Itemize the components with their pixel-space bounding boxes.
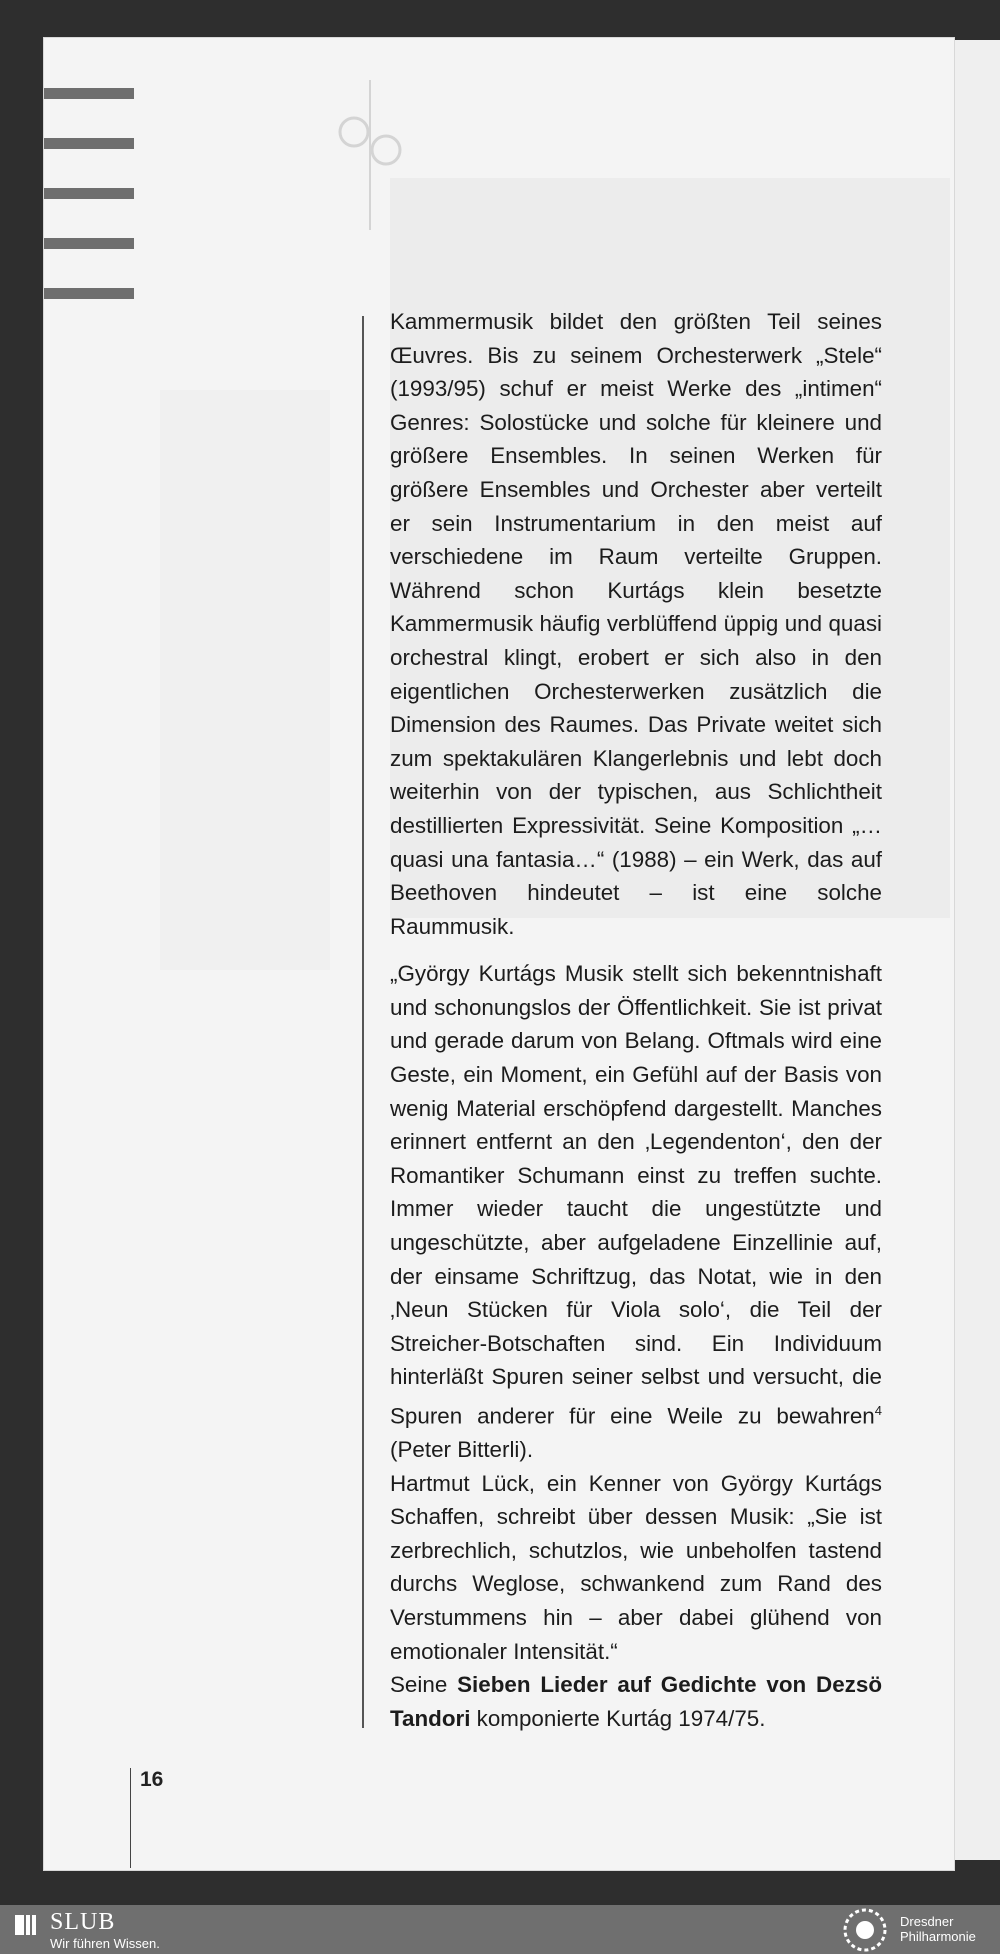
article-body: [390, 305, 882, 1735]
library-tagline: Wir führen Wissen.: [50, 1936, 160, 1951]
footnote-marker: 4: [874, 1403, 882, 1418]
partner-name: [900, 1914, 976, 1944]
sieben-lieder-suffix: komponierte Kurtág 1974/75.: [470, 1705, 766, 1731]
slub-logo-icon: [14, 1912, 40, 1938]
decorative-bar: [44, 138, 134, 149]
paragraph-lueck-quote: Hartmut Lück, ein Kenner von György Kurtágs Schaffen, schreibt über dessen Musik: „Sie ist zerbrechlich, schutzlos, wie unbeholfen tastend durchs Weglose, schwankend zum Rand des Verstummens hin – aber dabei glühend von emotionaler Intensität.“: [390, 1470, 882, 1664]
paragraph-bitterli-quote: [390, 957, 882, 1466]
partner-name-line2: Philharmonie: [900, 1929, 976, 1944]
sieben-lieder-prefix: Seine: [390, 1672, 458, 1698]
show-through-logo-icon: [330, 80, 410, 230]
work-title: Sieben Lieder auf Gedichte von Dezsö Tandori: [390, 1672, 883, 1731]
paragraph-chamber-music: Kammermusik bildet den größten Teil seines Œuvres. Bis zu seinem Orchesterwerk „Stele“ (1993/95) schuf er meist Werke des „intimen“ Genres: Solostücke und solche für kleinere und größere Ensembles. In seinen Werken für größere Ensembles und Orchester aber verteilt er sein Instrumentarium in den meist auf verschiedene im Raum verteilte Gruppen. Während schon Kurtágs klein besetzte Kammermusik häufig verblüffend üppig und quasi orchestral klingt, erobert er sich also in den eigentlichen Orchesterwerken zusätzlich die Dimension des Raumes. Das Private weitet sich zum spektakulären Klangerlebnis und lebt doch weiterhin von der typischen, aus Schlichtheit destillierten Expressivität. Seine Komposition „…quasi una fantasia…“ (1988) – ein Werk, das auf Beethoven hindeutet – ist eine solche Raummusik.: [390, 309, 882, 939]
footer-bar: [0, 1905, 1000, 1954]
decorative-bar: [44, 88, 134, 99]
library-name: SLUB: [50, 1909, 116, 1935]
quote-attribution: (Peter Bitterli).: [390, 1437, 534, 1463]
paragraph-sieben-lieder: [390, 1668, 882, 1735]
decorative-bar: [44, 238, 134, 249]
decorative-bar: [44, 288, 134, 299]
partner-name-line1: Dresdner: [900, 1914, 954, 1929]
page-number: 16: [140, 1768, 164, 1791]
show-through-sidebar: [160, 390, 330, 970]
philharmonie-logo-icon: [843, 1908, 887, 1952]
quote-text: „György Kurtágs Musik stellt sich bekenntnishaft und schonungslos der Öffentlichkeit. Sie ist privat und gerade darum von Belang. Oftmals wird eine Geste, ein Moment, ein Gefühl auf der Basis von wenig Material erschöpfend dargestellt. Manches erinnert entfernt an den ‚Legendenton‘, den der Romantiker Schumann einst zu treffen suchte. Immer wieder taucht die ungestützte und ungeschützte, aber aufgeladene Einzellinie auf, der einsame Schriftzug, das Notat, wie in den ‚Neun Stücken für Viola solo‘, die Teil der Streicher-Botschaften sind. Ein Individuum hinterläßt Spuren seiner selbst und versucht, die Spuren anderer für eine Weile zu bewahren: [390, 961, 882, 1429]
page-number-rule: [130, 1768, 131, 1868]
adjacent-page-edge: [952, 40, 1000, 1860]
column-rule: [362, 316, 364, 1728]
decorative-bar: [44, 188, 134, 199]
